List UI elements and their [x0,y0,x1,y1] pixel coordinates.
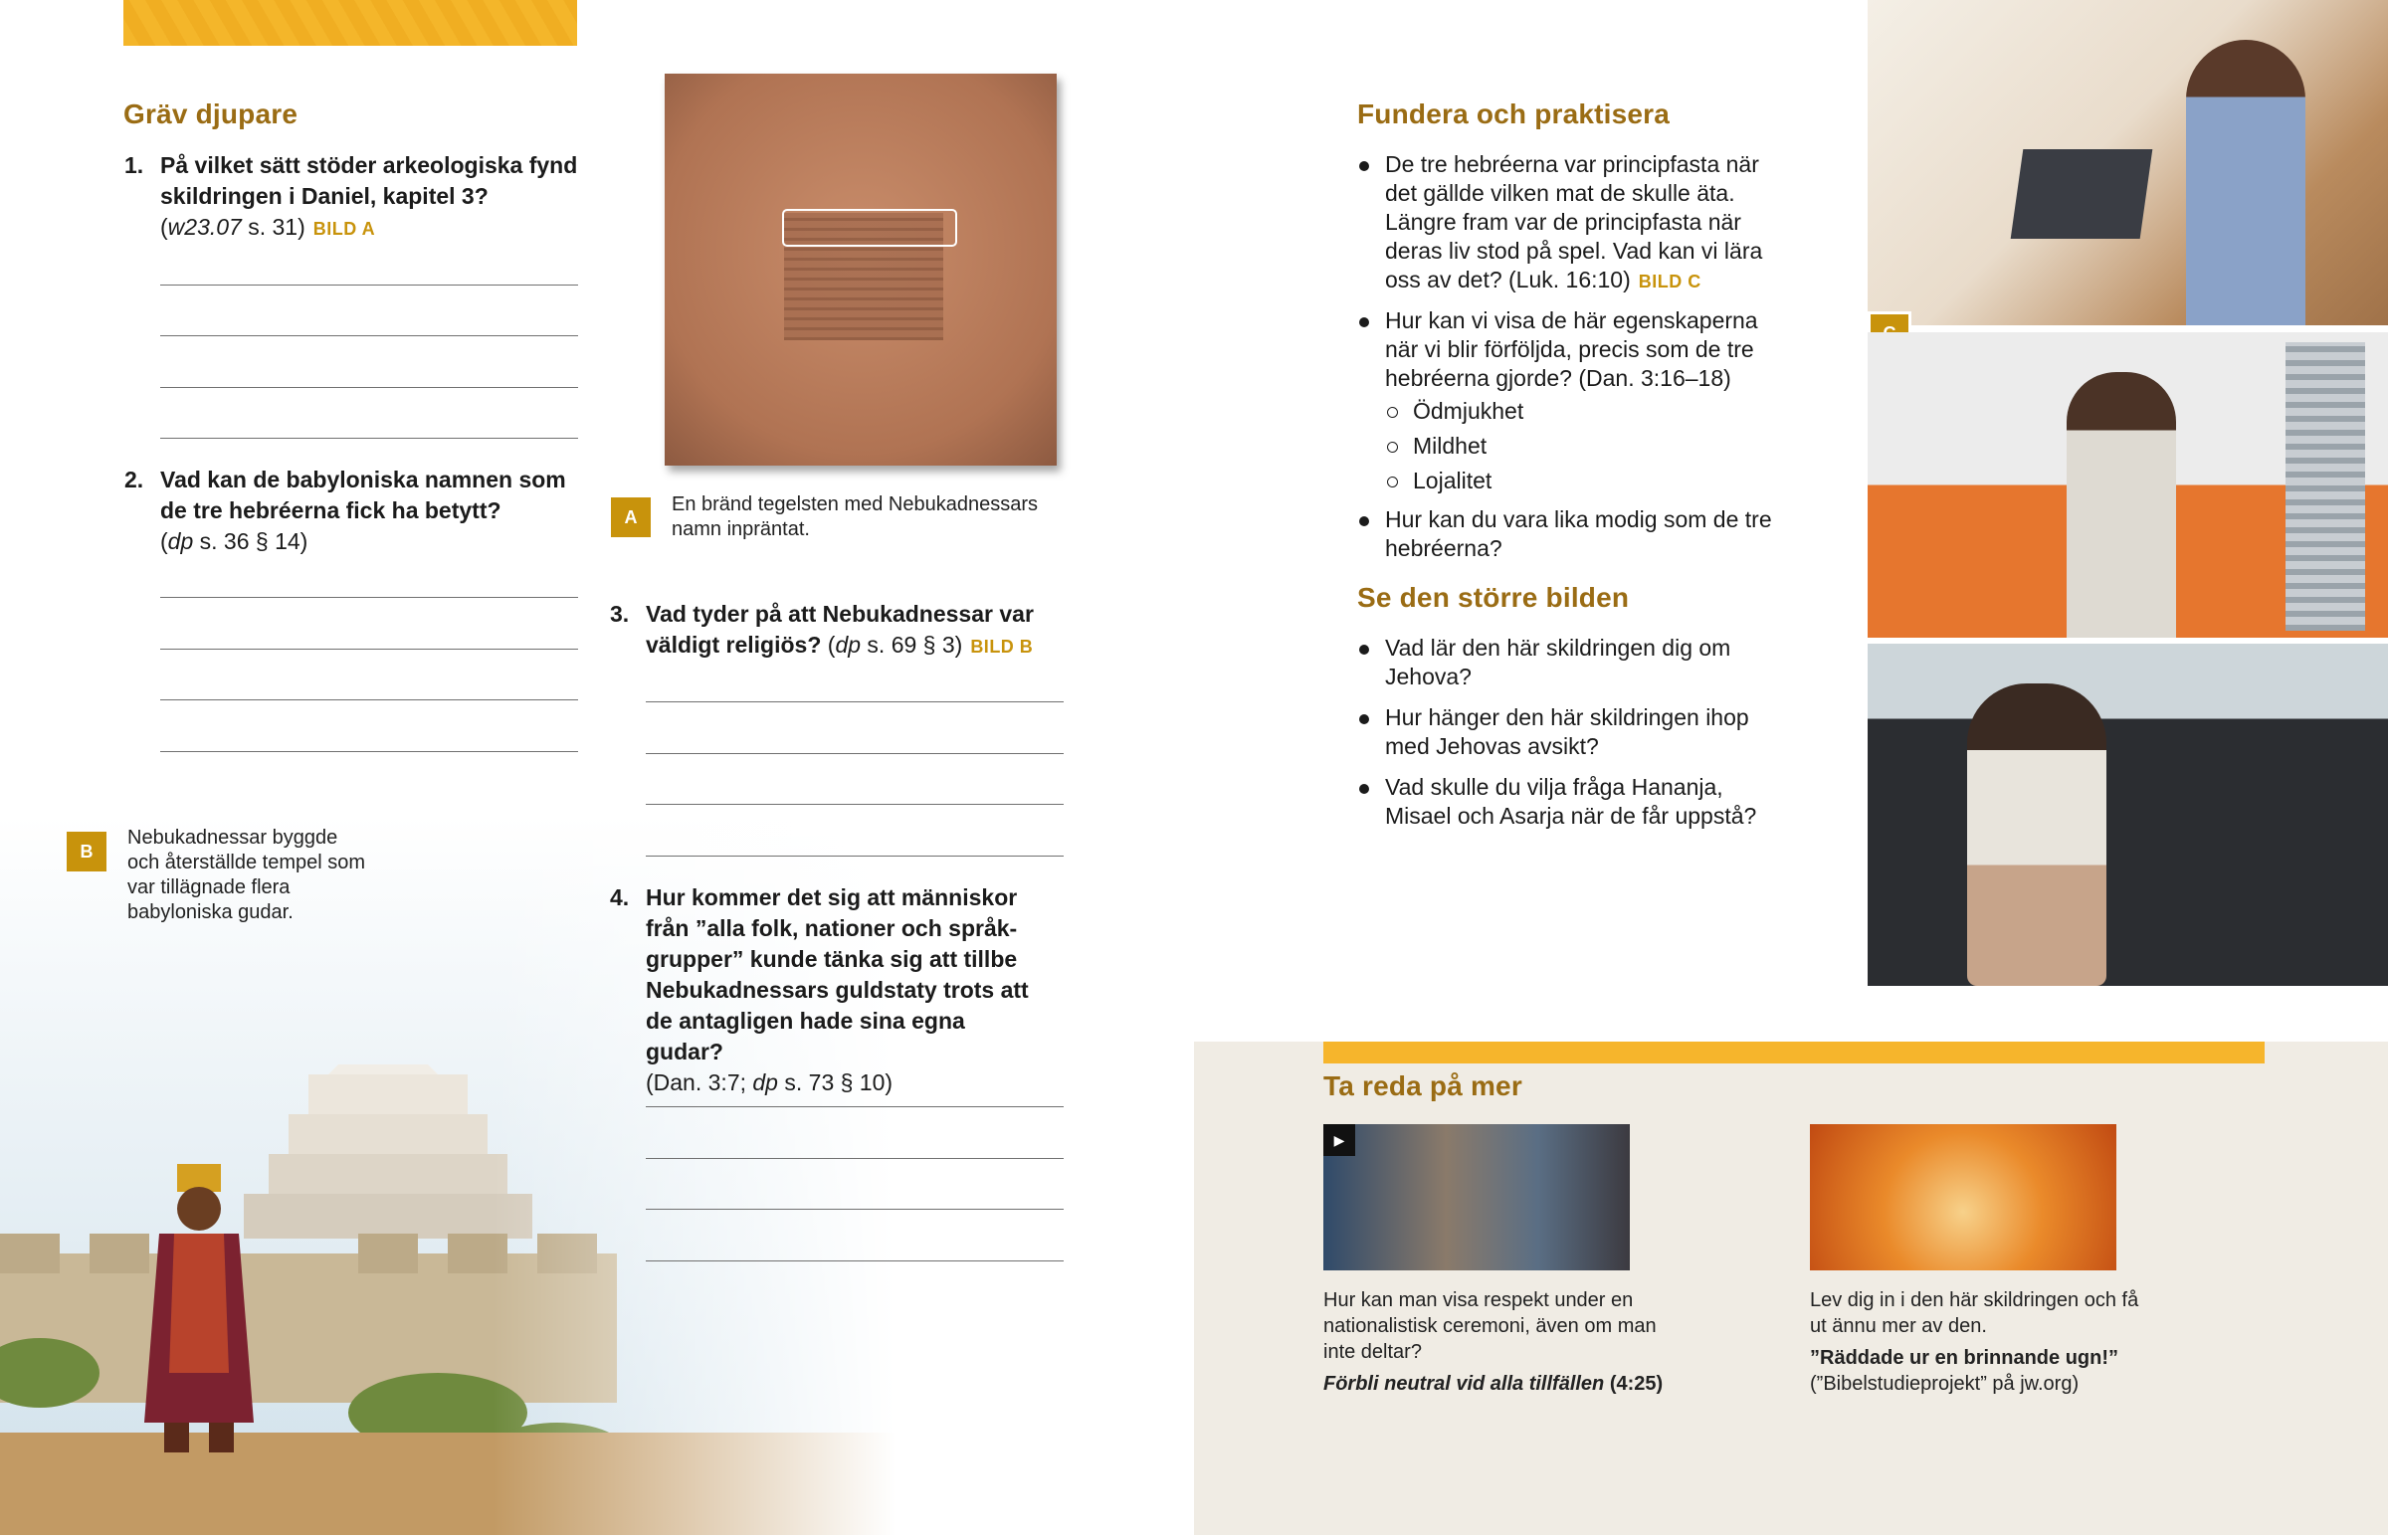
quality-item: Mildhet [1385,432,1775,461]
answer-line[interactable] [160,649,578,650]
qualities-list [1385,397,1775,495]
answer-line[interactable] [646,753,1064,754]
question-2-number: 2. [124,467,144,492]
video-thumbnail-neutral[interactable] [1323,1124,1630,1270]
video-1-duration: (4:25) [1604,1373,1664,1395]
answer-line[interactable] [160,751,578,752]
woman-in-car [1967,683,2106,986]
question-2-ref: (dp s. 36 § 14) [160,528,308,554]
timecard-rack [2286,342,2365,631]
storre-bilden-list [1357,634,1775,841]
answer-line[interactable] [160,285,578,286]
photo-brother-timeclock [1868,332,2388,638]
video-2-title[interactable]: ”Räddade ur en brinnande ugn!” [1810,1347,2119,1369]
question-1-number: 1. [124,152,144,178]
answer-line[interactable] [646,701,1064,702]
storre-bilden-item: Vad lär den här skildringen dig om Jehova? [1357,634,1775,691]
answer-line[interactable] [646,1106,1064,1107]
question-4-ref: (Dan. 3:7; dp s. 73 § 10) [646,1069,894,1095]
fundera-list [1357,150,1775,573]
question-4 [610,882,1044,1098]
answer-line[interactable] [646,1158,1064,1159]
man-figure [2067,372,2176,638]
fundera-item-2: Hur kan vi visa de här egenskaperna när vi blir förföljda, precis som de tre hebréerna gjorde? (Dan. 3:16–18) Ödmjukhet Mildhet Lojalitet [1357,306,1775,495]
bild-b-link[interactable]: BILD B [970,637,1034,657]
play-button[interactable]: ▶ [1323,1124,1355,1156]
project-thumbnail-furnace[interactable] [1810,1124,2116,1270]
laptop-shape [2011,149,2153,239]
caption-b: Nebukadnessar byggde och återställde tempel som var tillägnade flera babyloniska gudar. [127,827,366,923]
question-1 [124,150,578,245]
question-4-number: 4. [610,884,630,910]
caption-a: En bränd tegelsten med Nebukadnessars namn inpräntat. [672,493,1039,540]
answer-line[interactable] [646,1209,1064,1210]
video-2-text: Lev dig in i den här skildringen och få ut ännu mer av den. [1810,1289,2139,1337]
heading-se-storre-bilden: Se den större bilden [1357,582,1630,613]
answer-line[interactable] [160,438,578,439]
storre-bilden-item: Vad skulle du vilja fråga Hananja, Misael och Asarja när de får uppstå? [1357,773,1775,831]
question-3-ref: (dp s. 69 § 3) [821,632,963,658]
woman-figure [2186,40,2305,325]
answer-line[interactable] [646,804,1064,805]
heading-ta-reda: Ta reda på mer [1323,1070,1522,1101]
question-4-text: Hur kommer det sig att människor från ”alla folk, nationer och språkgrupper” kunde tänka sig att tillbe Nebukadnessars guldstaty trots att de antagligen hade sina egna gudar? [646,884,1029,1064]
photo-woman-laptop [1868,0,2388,325]
heading-fundera: Fundera och praktisera [1357,98,1671,129]
answer-line[interactable] [160,335,578,336]
video-1-link[interactable] [1323,1371,1721,1397]
bild-c-link[interactable]: BILD C [1638,272,1701,291]
bild-a-link[interactable]: BILD A [312,219,376,239]
answer-line[interactable] [646,1260,1064,1261]
quality-item: Ödmjukhet [1385,397,1775,426]
answer-line[interactable] [160,387,578,388]
badge-a: A [611,497,651,537]
question-3-text: Vad tyder på att Nebukadnessar var väldigt religiös? [646,601,1034,658]
question-1-ref: (w23.07 s. 31) [160,214,305,240]
badge-b: B [67,832,106,871]
brick-highlight-box [782,209,957,247]
more-panel-band [1323,1042,2265,1063]
answer-line[interactable] [646,856,1064,857]
answer-line[interactable] [160,699,578,700]
fundera-item-3: Hur kan du vara lika modig som de tre hebréerna? [1357,505,1775,563]
storre-bilden-item: Hur hänger den här skildringen ihop med Jehovas avsikt? [1357,703,1775,761]
top-accent-band [123,0,577,46]
video-1-title[interactable]: Förbli neutral vid alla tillfällen [1323,1373,1605,1395]
video-1-text: Hur kan man visa respekt under en nationalistisk ceremoni, även om man inte deltar? [1323,1289,1657,1363]
answer-line[interactable] [160,597,578,598]
question-3 [610,599,1064,663]
video-2-source[interactable]: (”Bibelstudieprojekt” på jw.org) [1810,1373,2080,1395]
quality-item: Lojalitet [1385,467,1775,495]
question-2-text: Vad kan de babyloniska namnen som de tre hebréerna fick ha betytt? [160,467,566,523]
fundera-item-1: De tre hebréerna var principfasta när det gällde vilken mat de skulle äta. Längre fram var de principfasta när deras liv stod på spel. Vad kan vi lära oss av det? (Luk. 16:10) BILD C [1357,150,1775,296]
heading-grav-djupare: Gräv djupare [123,98,298,129]
brick-image [665,74,1057,466]
photo-woman-car [1868,644,2388,986]
question-1-text: På vilket sätt stöder arkeologiska fynd skildringen i Daniel, kapitel 3? [160,152,578,209]
question-2 [124,465,578,557]
question-3-number: 3. [610,601,630,627]
